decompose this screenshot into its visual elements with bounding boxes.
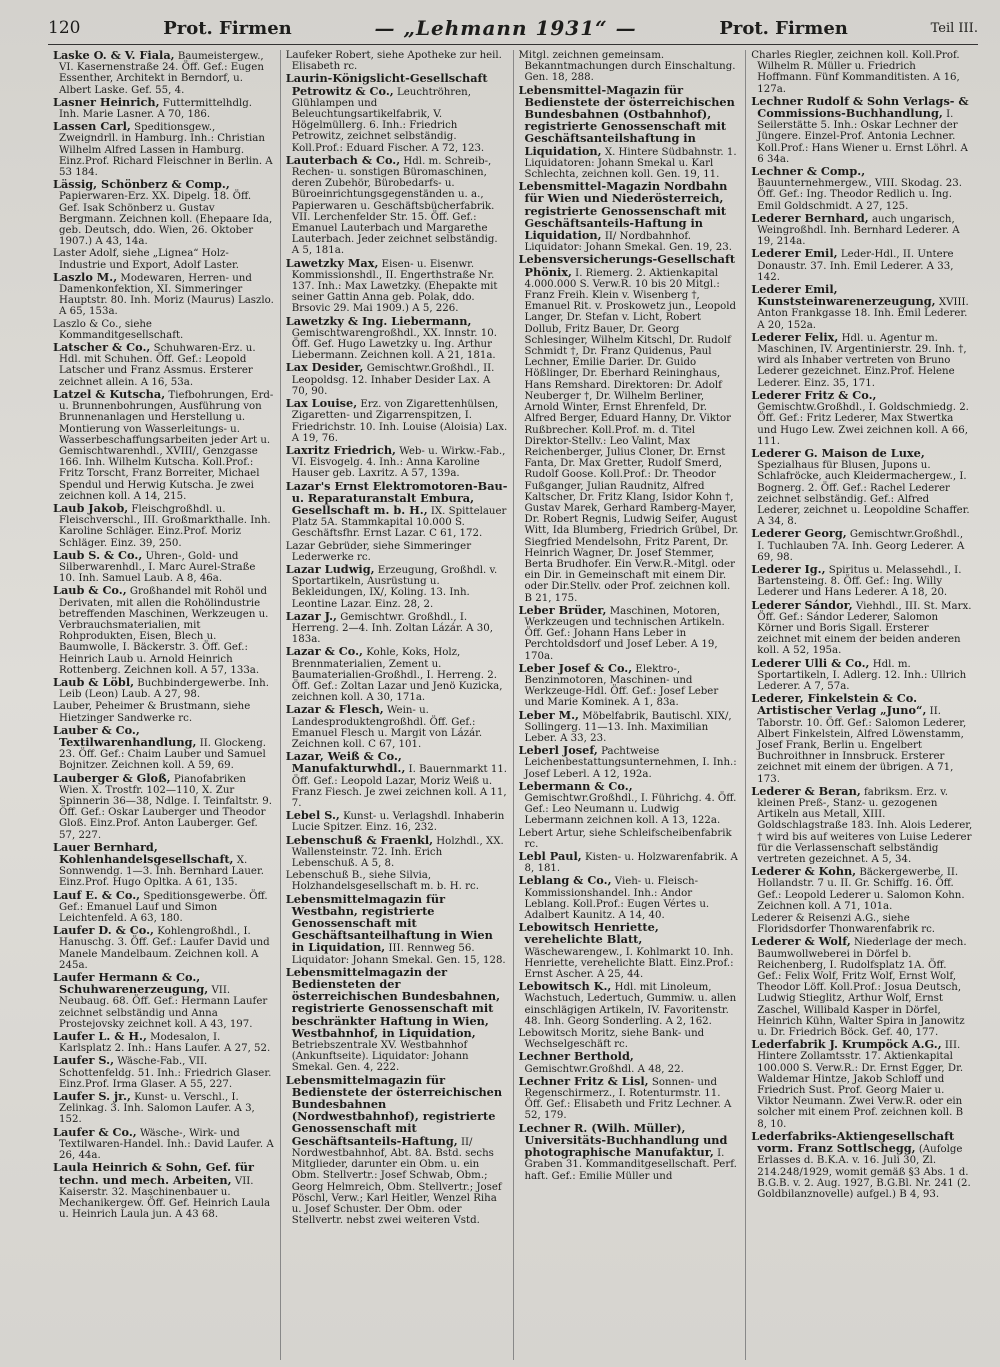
entry-text: VII. Neubaug. 68. Öff. Gef.: Hermann Laufer zeichnet selbständig und Anna Prostejovsky zeichnet koll. A 43, 197. [59,985,268,1030]
directory-entry [751,387,973,447]
directory-entry [286,870,508,892]
directory-entry [53,179,275,247]
directory-entry [751,248,973,283]
directory-entry [286,50,508,72]
directory-entry [53,972,275,1030]
directory-entry [286,362,508,397]
directory-entry [53,1031,275,1054]
directory-entry [751,913,973,935]
entry-text: Betriebszentrale XV. Westbahnhof (Ankunftseite). Liquidator: Johann Smekal. Gen. 4, 222. [291,1040,469,1074]
entry-firm-name: Lederer Fritz & Co., [751,387,877,402]
entry-text: Eisen- u. Eisenwr. Kommissionshdl., II. Engerthstraße Nr. 137. Inh.: Max Lawetzky. (Ehepakte mit seiner Gattin Anna geb. Polak, ddo. Brsovic 29. Mai 1909.) A 5, 226. [291,258,498,315]
entry-firm-name: Lazar's Ernst Elektromotoren-Bau- u. Reparaturanstalt Embura, Gesellschaft m. b. H., [285,478,508,517]
entry-firm-name: Lebel S., [285,808,340,823]
entry-firm-name: Lederer Ig., [751,561,826,576]
entry-text: Pianofabriken Wien. X. Trostfr. 102—110, X. Zur Spinnerin 36—38, Ndlge. I. Teinfaltstr. 9. Öff. Gef.: Oskar Lauberger und Theodor Gloß. Einz.Prof. Anton Lauberger. Gef. 57, 227. [59,773,272,841]
entry-text: I. Bauernmarkt 11. Öff. Gef.: Leopold Lazar, Moriz Weiß u. Franz Fiesch. Je zwei zeichnen koll. A 11, 7. [291,764,508,809]
directory-entry [53,674,275,701]
entry-text: I. Graben 31. Kommanditgesellschaft. Perf. haft. Gef.: Emilie Müller und [524,1148,737,1182]
entry-text: Erz. von Zigarettenhülsen, Zigaretten- und Zigarrenspitzen, I. Friedrichstr. 10. Inh. Louise (Aloisia) Lax. A 19, 76. [291,399,508,444]
entry-text: Gemischtwr.Großhdl., I. Tuchlauben 7A. Inh. Georg Lederer. A 69, 98. [757,529,965,563]
directory-entry [53,342,275,388]
entry-firm-name: Laurin-Königslicht-Gesellschaft Petrowitz & Co., [285,71,488,98]
entry-text: Gemischtwr. Großhdl., I. Herreng. 2—4. Inh. Zoltan Lázár. A 30, 183a. [291,611,493,646]
directory-entry [751,210,973,248]
directory-entry [519,745,741,780]
entry-firm-name: Lebensmittelmagazin der Bediensteten der österreichischen Bundesbahnen, registrierte Genossenschaft mit beschränkter Haftung in Wien, Westbahnhof, in Liquidation, [285,964,501,1040]
directory-entry [518,602,741,662]
entry-text: Lederer & Reisenzi A.G., siehe Floridsdorfer Thonwarenfabrik rc. [751,913,936,936]
entry-text: III. Hintere Zollamtsstr. 17. Aktienkapital 100.000 S. Verw.R.: Dr. Ernst Egger, Dr. Waldemar Hintze, Jakob Schloff und Friedrich Sust. Prof. Georg Maier u. Viktor Neumann. Zwei Verw.R. oder ein solcher mit einem Prof. zeichnen koll. B 8, 10. [757,1040,964,1130]
entry-firm-name: Laszlo M., [53,269,118,284]
directory-entry [53,1124,275,1162]
directory-entry [285,891,508,966]
entry-firm-name: Latzel & Kutscha, [53,386,166,401]
entry-text: Mitgl. zeichnen gemeinsam. Bekanntmachungen durch Einschaltung. Gen. 18, 288. [518,50,736,84]
directory-entry [751,284,973,331]
entry-text: Fleischgroßhdl. u. Fleischverschl., III. Großmarkthalle. Inh. Karoline Schläger. Einz.Prof. Moriz Schläger. Einz. 39, 250. [59,503,271,549]
directory-entry [286,810,508,833]
entry-firm-name: Lebensmittelmagazin für Westbahn, registrierte Genossenschaft mit Geschäftsanteilhaftung in Wien in Liquidation, [285,891,493,955]
entry-firm-name: Lässig, Schönberz & Comp., [53,177,230,192]
entry-text: Uhren-, Gold- und Silberwarenhdl., I. Marc Aurel-Straße 10. Inh. Samuel Laub. A 8, 46a. [59,550,256,585]
entry-firm-name: Lechner Fritz & Lisl, [518,1073,649,1088]
directory-entry [285,478,508,540]
entry-firm-name: Lederfabrik J. Krumpöck A.G., [751,1037,942,1052]
entry-firm-name: Lazar Ludwig, [285,561,375,576]
entry-text: Hdl. m. Schreib-, Rechen- u. sonstigen Büromaschinen, deren Zubehör, Bürobedarfs- u. Büroeinrichtungsgegenständen u. a., Papierwaren u. Geschäftsbücherfabrik. VII. Lerchenfelder Str. 15. Öff. Gef.: Emanuel Lauterbach und Margarethe Lauterbach. Jeder zeichnet selbständig. A 5, 181a. [291,155,498,257]
entry-text: X. Hintere Südbahnstr. 1. Liquidatoren: Johann Smekal u. Karl Schlechta, zeichnen koll. Gen. 19, 11. [524,146,737,181]
column-3 [514,50,747,1360]
entry-firm-name: Lauber & Co., Textilwarenhandlung, [53,722,197,749]
entry-text: II/ Nordwestbahnhof, Abt. 8A. Bstd. sechs Mitglieder, darunter ein Obm. u. ein Obm. Stellvertr.: Josef Schwab, Obm.; Georg Helmreich, Obm. Stellvertr.; Josef Pöschl, Verw.; Karl Heitler, Wenzel Riha u. Josef Schuster. Der Obm. oder Stellvertr. nebst zwei weiteren Vstd. [291,1136,502,1227]
column-4 [746,50,978,1360]
directory-entry [285,964,508,1074]
directory-entry [53,547,275,585]
entry-firm-name: Laufer & Co., [53,1124,137,1139]
entry-firm-name: Lebermann & Co., [518,778,633,793]
entry-text: Bäckergewerbe, II. Hollandstr. 7 u. II. Gr. Schiffg. 16. Öff. Gef.: Leopold Lederer u. Salomon Kohn. Zeichnen koll. A 71, 101a. [757,867,965,912]
entry-firm-name: Laxritz Friedrich, [285,442,396,457]
entry-text: Modewaren, Herren- und Damenkonfektion, XI. Simmeringer Hauptstr. 80. Inh. Moriz (Maurus) Laszlo. A 65, 153a. [59,272,274,318]
directory-entry [519,1051,741,1074]
page-number: 120 [48,18,81,38]
entry-text: Elektro-, Benzinmotoren, Maschinen- und Werkzeuge-Hdl. Öff. Gef.: Josef Leber und Marie Kominek. A 1, 83a. [524,663,719,709]
entry-firm-name: Laufer S., [53,1053,115,1068]
directory-entry [53,887,275,925]
entry-firm-name: Lederer & Beran, [751,783,861,798]
entry-firm-name: Lederer G. Maison de Luxe, [751,445,925,460]
entry-text: fabriksm. Erz. v. kleinen Preß-, Stanz- u. gezogenen Artikeln aus Metall, XIII. Goldschlagstraße 183. Inh. Alois Lederer, † wird bis auf weiteres von Luise Lederer für die Verlassenschaft selbständig vertreten gezeichnet. A 5, 34. [757,786,973,866]
entry-firm-name: Latscher & Co., [53,340,151,355]
directory-entry [751,783,973,866]
directory-entry [285,561,508,610]
entry-firm-name: Laub Jakob, [53,500,129,515]
directory-entry [751,655,973,693]
entry-text: Leder-Hdl., II. Untere Donaustr. 37. Inh. Emil Lederer. A 33, 142. [757,249,954,283]
directory-entry [53,1162,275,1220]
entry-firm-name: Leber Brüder, [518,602,607,617]
directory-entry [53,722,275,772]
directory-entry [53,839,275,889]
entry-firm-name: Lederfabriks-Aktiengesellschaft vorm. Franz Sottlschegg, [751,1128,955,1156]
directory-entry [285,442,508,480]
page-header [48,12,978,45]
directory-entry [519,1028,741,1050]
entry-text: I. Seilerstätte 5. Inh.: Oskar Lechner der Jüngere. Einzel-Prof. Antonia Lechner. Koll.Prof.: Hans Wiener u. Ernst Löhrl. A 6 34a. [757,109,968,165]
entry-text: Leuchtröhren, Glühlampen und Beleuchtungsartikelfabrik, V. Högelmüllerg. 6. Inh.: Friedrich Petrowitz, zeichnet selbständig. Koll.Prof.: Eduard Fischer. A 72, 123. [291,86,485,154]
directory-entry [53,701,275,723]
entry-firm-name: Lederer Georg, [751,526,847,541]
entry-firm-name: Leber Josef & Co., [518,660,633,675]
entry-text: Bauunternehmergew., VIII. Skodag. 23. Öff. Gef.: Ing. Theodor Redlich u. Ing. Emil Goldschmidt. A 27, 125. [757,178,962,212]
entry-firm-name: Lederer Emil, Kunststeinwarenerzeugung, [751,282,936,309]
directory-entry [53,500,275,549]
entry-text: X. Sonnwendg. 1—3. Inh. Bernhard Lauer. Einz.Prof. Hugo Opltka. A 61, 135. [59,855,264,889]
directory-entry [53,1091,275,1126]
entry-firm-name: Lazar & Co., [285,644,363,659]
entry-firm-name: Lazar J., [285,608,337,623]
entry-firm-name: Lederer, Finkelstein & Co. Artistischer Verlag „Juno“, [751,691,927,718]
entry-firm-name: Laub S. & Co., [53,547,143,562]
entry-text: Lebert Artur, siehe Schleifscheibenfabrik rc. [518,827,732,850]
right-running-title: Prot. Firmen [719,17,848,39]
entry-firm-name: Leberl Josef, [518,743,598,758]
entry-text: VII. Kaiserstr. 32. Maschinenbauer u. Mechanikergew. Öff. Gef. Heinrich Laula u. Heinrich Laula jun. A 43 68. [59,1175,271,1221]
directory-entry [285,608,508,646]
entry-text: Viehhdl., III. St. Marx. Öff. Gef.: Sándor Lederer, Salomon Körner und Boris Sigall. Ersterer zeichnet mit einem der beiden anderen koll. A 52, 195a. [757,600,972,657]
left-running-title: Prot. Firmen [163,17,292,39]
directory-entry [519,981,741,1027]
entry-text: Holzhdl., XX. Wallensteinstr. 72. Inh. Erich Lebenschuß. A 5, 8. [291,835,504,870]
entry-text: Kisten- u. Holzwarenfabrik. A 8, 181. [524,852,738,875]
directory-entry [53,269,275,318]
entry-firm-name: Laula Heinrich & Sohn, Gef. für techn. und mech. Arbeiten, [53,1160,254,1187]
entry-text: Großhandel mit Rohöl und Derivaten, mit allen die Rohölindustrie betreffenden Maschinen, Werkzeugen u. Verbrauchsmaterialien, mit Rohprodukten, Eisen, Blech u. Baumwolle, I. Bäckerstr. 3. Öff. Gef.: Heinrich Laub u. Arnold Heinrich Rottenberg. Zeichnen koll. A 57, 133a. [59,586,269,676]
entry-firm-name: Laufer D. & Co., [53,923,154,938]
directory-entry [518,1120,741,1182]
entry-firm-name: Lax Louise, [285,396,358,411]
directory-entry [53,770,275,841]
entry-text: Schuhwaren-Erz. u. Hdl. mit Schuhen. Öff. Gef.: Leopold Latscher und Franz Assmus. Ersterer zeichnet allein. A 16, 53a. [59,343,256,388]
directory-entry [286,751,508,809]
directory-entry [53,386,275,502]
entry-firm-name: Leblang & Co., [518,873,612,888]
directory-entry [286,704,508,750]
entry-firm-name: Lawetzky Max, [285,255,379,270]
entry-firm-name: Lechner Rudolf & Sohn Verlags- & Commissions-Buchhandlung, [751,93,969,121]
entry-firm-name: Lebenschuß & Fraenkl, [285,832,434,847]
entry-text: Modesalon, I. Karlsplatz 2. Inh.: Hans Laufer. A 27, 52. [59,1032,271,1055]
directory-entry [53,50,275,96]
entry-text: Futtermittelhdlg. Inh. Marie Lasner. A 70, 186. [59,97,253,121]
entry-firm-name: Lawetzky & Ing. Liebermann, [285,313,472,328]
directory-entry [53,121,275,178]
entry-text: Lebowitsch Moritz, siehe Bank- und Wechselgeschäft rc. [518,1028,705,1051]
directory-entry [519,181,741,253]
entry-text: Spiritus u. Melassehdl., I. Bartensteing. 8. Öff. Gef.: Ing. Willy Lederer und Hans Lederer. A 18, 20. [757,564,962,599]
entry-firm-name: Lechner R. (Wilh. Müller), Universitäts-Buchhandlung und photographische Manufaktur, [518,1120,728,1160]
entry-firm-name: Laub & Löbl, [53,674,135,689]
entry-firm-name: Lebowitsch Henriette, verehelichte Blatt, [518,920,659,947]
entry-text: Vieh- u. Fleisch-Kommissionshandel. Inh.: Andor Leblang. Koll.Prof.: Eugen Vértes u. Adalbert Kaunitz. A 14, 40. [524,876,710,922]
entry-text: Gemischtwr.Großhdl., I. Führichg. 4. Öff. Gef.: Leo Neumann u. Ludwig Lebermann zeichnen koll. A 13, 122a. [524,793,737,827]
entry-text: I. Riemerg. 2. Aktienkapital 4.000.000 S. Verw.R. 10 bis 20 Mitgl.: Franz Freih. Klein v. Wisenberg †, Emanuel Rit. v. Proskowetz jun., Leopold Langer, Dr. Stefan v. Licht, Robert Dollub, Fritz Bauer, Dr. Georg Schlesinger, Wilhelm Kitschl, Dr. Rudolf Schmidt †, Dr. Franz Quidenus, Paul Lechner, Emilie Darier. Dr. Guido Hößlinger, Dr. Eberhard Reininghaus, Hans Remshard. Direktoren: Dr. Adolf Neuberger †, Dr. Wilhelm Berliner, Arnold Winter, Ernst Ehrenfeld, Dr. Alfred Berger, Eduard Hanny, Dr. Viktor Rußbrecher. Koll.Prof. m. d. Titel Direktor-Stellv.: Leo Valint, Max Reichenberger, Julius Cloner, Dr. Ernst Fanta, Dr. Max Gretter, Rudolf Smerd, Rudolf Goose. Koll.Prof.: Dr. Theodor Fußganger, Julian Raudnitz, Alfred Kaltscher, Dr. Fritz Klang, Isidor Kohn †, Gustav Marek, Gerhard Ramberg-Mayer, Dr. Robert Regnis, Ludwig Seifer, August Witt, Ida Blumberg, Friedrich Grübel, Dr. Siegfried Mendelsohn, Fritz Parent, Dr. Heinrich Wagner, Dr. Josef Stemmer, Berta Brudhofer. Ein Verw.R.-Mitgl. oder ein Dir. in Gemeinschaft mit einem Dir. oder Dir.Stellv. oder Prof. zeichnen koll. B 21, 175. [524,267,739,604]
directory-entry [519,254,741,603]
entry-text: Lebenschuß B., siehe Silvia, Holzhandelsgesellschaft m. b. H. rc. [285,870,479,893]
entry-firm-name: Lebl Paul, [518,849,582,864]
entry-firm-name: Lauberger & Gloß, [53,770,171,785]
column-2 [281,50,514,1360]
entry-text: XVIII. Anton Frankgasse 18. Inh. Emil Lederer. A 20, 152a. [757,297,969,331]
entry-firm-name: Lebensmittelmagazin für Bedienstete der österreichischen Bundesbahnen (Nordwestbahnhof), registrierte Genossenschaft mit Geschäftsanteils-Haftung, [285,1072,503,1148]
entry-firm-name: Lebensmittel-Magazin Nordbahn für Wien und Niederösterreich, registrierte Genossenschaft mit Geschäftsanteils-Haftung in Liquidation, [518,179,728,243]
entry-text: Laszlo & Co., siehe Kommanditgesellschaft. [53,318,184,341]
directory-entry [751,936,973,1038]
entry-text: Hdl. u. Agentur m. Maschinen, IV. Argentinierstr. 29. Inh. †, wird als Inhaber vertreten von Bruno Lederer gezeichnet. Einz.Prof. Helene Lederer. Einz. 35, 171. [757,332,967,389]
entry-text: Charles Riegler, zeichnen koll. Koll.Prof. Wilhelm R. Müller u. Friedrich Hoffmann. Fünf Kommanditisten. A 16, 127a. [751,50,960,95]
entry-text: Lazar Gebrüder, siehe Simmeringer Lederwerke rc. [285,540,472,563]
directory-entry [53,319,275,341]
entry-text: Kohle, Koks, Holz, Brennmaterialien, Zement u. Baumaterialien-Großhdl., I. Herreng. 2. Öff. Gef.: Zoltan Lazar und Jenö Kuzicka, zeichnen koll. A 30, 171a. [291,647,503,704]
entry-text: (Aufolge Erlasses d. B.K.A. v. 16. Juli 30, Zl. 214.248/1929, womit gemäß §3 Abs. 1 d. B.G.B. v. 2. Aug. 1927, B.G.Bl. Nr. 241 (2. Goldbilanznovelle) aufgel.) B 4, 93. [757,1144,971,1200]
entry-text: Tiefbohrungen, Erd- u. Brunnenbohrungen, Ausführung von Brunnenanlagen und Herstellung u. Montierung von Wasserleitungs- u. Wasserbeschaffungsarbeiten jeder Art u. Gemischtwarenhdl., XVIII/, Genzgasse 166. Inh. Wilhelm Kutscha. Koll.Prof.: Fritz Torscht, Franz Borreiter, Michael Spendul und Herwig Kutscha. Je zwei zeichnen koll. A 14, 215. [59,389,274,502]
directory-entry [519,875,741,921]
directory-entry [53,925,275,971]
entry-firm-name: Lebowitsch K., [518,979,612,994]
directory-entry [286,541,508,563]
directory-entry [751,93,973,165]
directory-entry [519,50,741,84]
directory-entry [751,528,973,563]
entry-firm-name: Lasner Heinrich, [53,94,160,109]
directory-entry [53,585,275,676]
directory-entry [519,851,741,874]
entry-text: Baumeistergew., VI. Kasernenstraße 24. Öff. Gef.: Eugen Essenther, Architekt in Berndorf, u. Albert Laske. Gef. 55, 4. [59,51,264,96]
entry-firm-name: Lederer & Kohn, [751,864,857,879]
directory-entry [285,152,508,257]
entry-firm-name: Lechner & Comp., [751,164,866,179]
entry-text: Niederlage der mech. Baumwollweberei in Dörfel b. Reichenberg, I. Rudolfsplatz 1A. Öff. Gef.: Felix Wolf, Fritz Wolf, Ernst Wolf, Theodor Löff. Koll.Prof.: Josua Deutsch, Ludwig Stieglitz, Arthur Wolf, Ernst Zaschel, Willibald Kasper in Dörfel, Heinrich Kühn, Walter Spira in Janowitz u. Dr. Friedrich Böck. Gef. 40, 177. [757,937,967,1039]
entry-text: Wäschewarengew., I. Kohlmarkt 10. Inh. Henriette, verehelichte Blatt. Einz.Prof.: Ernst Ascher. A 25, 44. [524,946,734,981]
directory-entry [751,1039,973,1130]
entry-text: Maschinen, Motoren, Werkzeugen und technischen Artikeln. Öff. Gef.: Johann Hans Leber in Perchtoldsdorf und Josef Leber. A 19, 170a. [524,605,725,662]
section-label: Teil III. [930,20,978,36]
directory-entry [751,561,973,599]
directory-entry [519,828,741,850]
entry-text: Kunst- u. Verlagshdl. Inhaberin Lucie Spitzer. Einz. 16, 232. [291,811,505,834]
entry-text: Pachtweise Leichenbestattungsunternehmen, I. Inh.: Josef Leberl. A 12, 192a. [524,746,737,780]
entry-firm-name: Lebensmittel-Magazin für Bedienstete der österreichischen Bundesbahnen (Ostbahnhof), registrierte Genossenschaft mit Geschäftsanteilshaftung in Liquidation, [518,82,735,158]
entry-firm-name: Lauer Bernhard, Kohlenhandelsgesellschaft, [53,839,234,867]
entry-text: Gemischtwr.Großhdl. A 48, 22. [524,1063,684,1075]
directory-entry [751,1128,973,1200]
directory-entry [518,778,741,827]
entry-firm-name: Laske O. & V. Fiala, [53,50,175,62]
directory-entry [518,660,741,709]
entry-text: Gemischtwr.Großhdl., II. Leopoldsg. 12. Inhaber Desider Lax. A 70, 90. [291,363,495,397]
column-1 [48,50,281,1360]
directory-entry [285,313,508,362]
directory-entry [286,398,508,444]
entry-firm-name: Laub & Co., [53,583,127,598]
entry-text: Buchbindergewerbe. Inh. Leib (Leon) Laub. A 27, 98. [59,677,269,701]
directory-entry [285,832,508,870]
directory-entry [286,73,508,153]
entry-text: Wein- u. Landesproduktengroßhdl. Öff. Gef.: Emanuel Flesch u. Margit von Lázár. Zeichnen koll. C 67, 101. [291,705,483,750]
directory-entry [53,1055,275,1090]
directory-entry [286,646,508,703]
entry-text: Web- u. Wirkw.-Fab., VI. Eisvogelg. 4. Inh.: Anna Karoline Hauser geb. Laxritz. A 57, 139a. [291,445,506,480]
columns-container [48,50,978,1360]
entry-text: IX. Spittelauer Platz 5A. Stammkapital 10.000 S. Geschäftsfhr. Ernst Lazar. C 61, 172. [291,505,507,540]
center-running-title: — „Lehmann 1931“ — [374,16,637,40]
directory-entry [751,50,973,95]
entry-firm-name: Lederer Bernhard, [751,210,869,225]
entry-text: II. Taborstr. 10. Öff. Gef.: Salomon Lederer, Albert Finkelstein, Alfred Löwenstamm, Josef Frank, Berlin u. Engelbert Buchroithner in Innsbruck. Ersterer zeichnet mit einem der übrigen. A 71, 173. [757,706,967,785]
entry-text: II. Glockeng. 23. Öff. Gef.: Chaim Lauber und Samuel Bojnitzer. Zeichnen koll. A 59, 69. [59,737,266,772]
directory-entry [751,866,973,912]
entry-text: Kohlengroßhdl., I. Hanuschg. 3. Öff. Gef.: Laufer David und Manele Mandelbaum. Zeichnen koll. A 245a. [59,926,270,971]
entry-text: Hdl. m. Sportartikeln, I. Adlerg. 12. Inh.: Ullrich Lederer. A 7, 57a. [757,658,967,692]
entry-firm-name: Laufer Hermann & Co., Schuhwarenerzeugung, [53,970,209,997]
directory-entry [751,329,973,389]
entry-firm-name: Laufer L. & H., [53,1029,147,1044]
entry-text: Spezialhaus für Blusen, Jupons u. Schlafröcke, auch Kleidermachergew., I. Bognerg. 2. Öff. Gef.: Rachel Lederer zeichnet selbständig. Gef.: Alfred Lederer, zeichnet u. Leopoldine Schaffer. A 34, 8. [757,460,970,528]
entry-firm-name: Lax Desider, [285,360,364,375]
entry-firm-name: Lassen Carl, [53,119,131,134]
entry-firm-name: Lazar, Weiß & Co., Manufakturwhdl., [285,749,406,776]
entry-firm-name: Lederer Ulli & Co., [751,655,870,670]
entry-firm-name: Lederer Emil, [751,246,838,261]
entry-firm-name: Lechner Berthold, [518,1049,634,1064]
entry-text: auch ungarisch, Weingroßhdl. Inh. Bernhard Lederer. A 19, 214a. [757,213,960,248]
entry-text: Gemischtw.Großhdl., I. Goldschmiedg. 2. Öff. Gef.: Fritz Lederer, Max Stwertka und Hugo Lew. Zwei zeichnen koll. A 66, 111. [757,402,969,447]
entry-text: Wäsche-Fab., VII. Schottenfeldg. 51. Inh.: Friedrich Glaser. Einz.Prof. Irma Glaser. A 55, 227. [59,1056,272,1090]
entry-firm-name: Lederer & Wolf, [751,934,851,949]
directory-entry [53,248,275,270]
entry-text: III. Rennweg 56. Liquidator: Johann Smekal. Gen. 15, 128. [291,943,506,966]
entry-firm-name: Lederer Felix, [751,329,839,344]
entry-text: Laufeker Robert, siehe Apotheke zur heil. Elisabeth rc. [285,50,502,73]
entry-firm-name: Lebensversicherungs-Gesellschaft Phönix, [518,252,736,279]
entry-firm-name: Laufer S. jr., [53,1089,131,1104]
entry-text: Erzeugung, Großhdl. v. Sportartikeln, Ausrüstung u. Bekleidungen, IX/, Koling. 13. Inh. Leontine Lazar. Einz. 28, 2. [291,564,498,610]
entry-text: Papierwaren-Erz. XX. Dipelg. 18. Öff. Gef. Isak Schönberz u. Gustav Bergmann. Zeichnen koll. (Ehepaare Ida, geb. Deutsch, ddo. Wien, 26. Oktober 1907.) A 43, 14a. [59,191,273,248]
directory-entry [285,1072,508,1227]
directory-entry [518,82,741,181]
entry-text: Sonnen- und Regenschirmerz., I. Rotenturmstr. 11. Öff. Gef.: Elisabeth und Fritz Lechner. A 52, 179. [524,1076,732,1122]
entry-text: Lauber, Peheimer & Brustmann, siehe Hietzinger Sandwerke rc. [53,701,251,724]
directory-entry [53,94,275,121]
directory-entry [751,597,973,657]
entry-text: Hdl. mit Linoleum, Wachstuch, Ledertuch, Gummiw. u. allen einschlägigen Artikeln, IV. Favoritenstr. 48. Inh. Georg Sonderling. A 2, 162. [524,982,737,1027]
entry-text: Laster Adolf, siehe „Lignea“ Holz-Industrie und Export, Adolf Laster. [53,248,240,271]
directory-entry [519,922,741,980]
directory-entry [518,707,741,745]
entry-text: II/ Nordbahnhof. Liquidator: Johann Smekal. Gen. 19, 23. [524,231,732,254]
directory-entry [751,693,973,785]
directory-entry [518,1073,741,1122]
entry-text: Möbelfabrik, Bautischl. XIX/, Sollingerg. 11—13. Inh. Maximilian Leber. A 33, 23. [524,710,732,744]
entry-text: Speditionsgew., Zweigndrll. in Hamburg. Inh.: Christian Wilhelm Alfred Lassen in Hamburg. Einz.Prof. Richard Fleischner in Berlin. A 53 184. [59,122,273,179]
directory-entry [751,445,973,528]
entry-text: Wäsche-, Wirk- und Textilwaren-Handel. Inh.: David Laufer. A 26, 44a. [59,1127,274,1162]
entry-firm-name: Leber M., [518,707,579,722]
directory-entry [285,255,508,315]
entry-firm-name: Lauf E. & Co., [53,887,141,902]
directory-entry [751,166,973,212]
entry-firm-name: Lauterbach & Co., [285,152,401,167]
entry-firm-name: Lazar & Flesch, [285,702,384,717]
entry-text: Speditionsgewerbe. Öff. Gef.: Emanuel Lauf und Simon Leichtenfeld. A 63, 180. [59,890,268,925]
entry-text: Kunst- u. Verschl., I. Zelinkag. 3. Inh. Salomon Laufer. A 3, 152. [59,1092,255,1126]
entry-text: Gemischtwarengroßhdl., XX. Innstr. 10. Öff. Gef. Hugo Lawetzky u. Ing. Arthur Liebermann. Zeichnen koll. A 21, 181a. [291,327,497,362]
entry-firm-name: Lederer Sándor, [751,597,853,612]
